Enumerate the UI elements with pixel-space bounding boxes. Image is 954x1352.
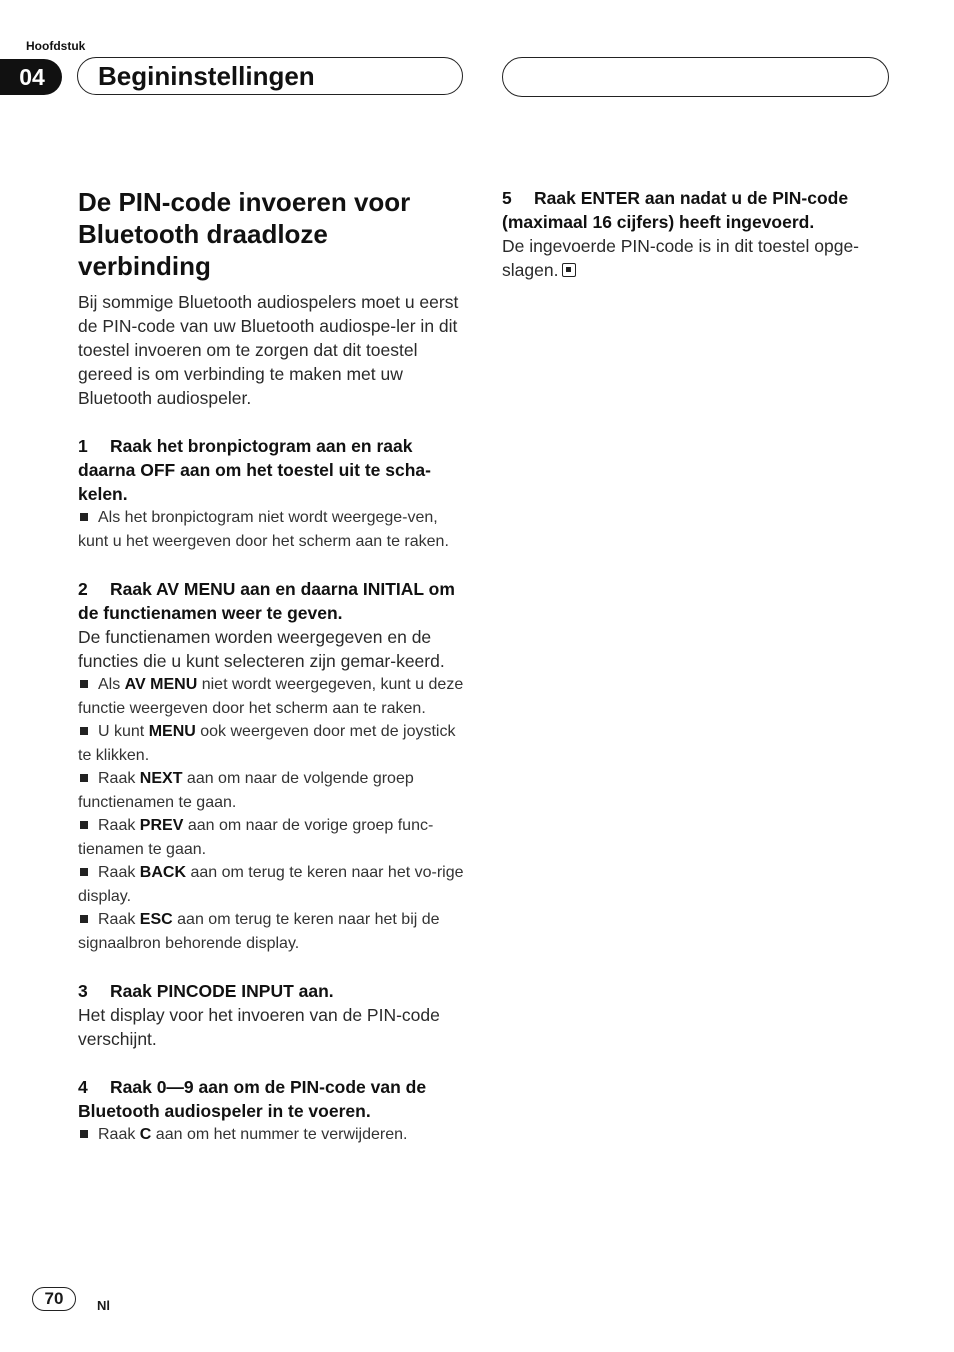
step-2-title: 2 Raak AV MENU aan en daarna INITIAL om de functienamen weer te geven. [78, 579, 455, 623]
step-1-note: Als het bronpictogram niet wordt weergege-ven, kunt u het weergeven door het scherm aan te raken. [78, 509, 449, 550]
step-1-title: 1 Raak het bronpictogram aan en raak daarna OFF aan om het toestel uit te scha-kelen. [78, 436, 431, 504]
language-code: Nl [97, 1298, 110, 1313]
page-number: 70 [32, 1287, 76, 1311]
bullet-icon [80, 821, 88, 829]
header-right-frame [502, 57, 889, 97]
bullet-icon [80, 868, 88, 876]
step-4-title: 4 Raak 0—9 aan om de PIN-code van de Bluetooth audiospeler in te voeren. [78, 1077, 427, 1121]
step-3-body: Het display voor het invoeren van de PIN-code verschijnt. [78, 1005, 440, 1049]
bullet-icon [80, 680, 88, 688]
section-title: De PIN-code invoeren voor Bluetooth draadloze verbinding [78, 187, 411, 281]
step-2-note: Raak ESC aan om terug te keren naar het bij de signaalbron behorende display. [78, 911, 440, 952]
bullet-icon [80, 915, 88, 923]
step-2-note: Raak BACK aan om terug te keren naar het vo-rige display. [78, 864, 464, 905]
chapter-label: Hoofdstuk [26, 39, 86, 53]
step-5-body: De ingevoerde PIN-code is in dit toestel opge-slagen. [502, 236, 860, 280]
step-2-note: Raak NEXT aan om naar de volgende groep functienamen te gaan. [78, 770, 414, 811]
step-2-body: De functienamen worden weergegeven en de functies die u kunt selecteren zijn gemar-keerd. [78, 627, 445, 671]
step-4-note: Raak C aan om het nummer te verwijderen. [78, 1123, 466, 1147]
bullet-icon [80, 1130, 88, 1138]
bullet-icon [80, 513, 88, 521]
end-of-section-icon [562, 263, 576, 277]
step-2-note: U kunt MENU ook weergeven door met de joystick te klikken. [78, 723, 456, 764]
step-5-title: 5 Raak ENTER aan nadat u de PIN-code (maximaal 16 cijfers) heeft ingevoerd. [502, 188, 849, 232]
chapter-title: Begininstellingen [98, 61, 315, 91]
left-column [78, 186, 466, 1147]
bullet-icon [80, 774, 88, 782]
right-column [502, 186, 882, 282]
bullet-icon [80, 727, 88, 735]
step-2-note: Raak PREV aan om naar de vorige groep func-tienamen te gaan. [78, 817, 434, 858]
step-2-note: Als AV MENU niet wordt weergegeven, kunt u deze functie weergeven door het scherm aan te raken. [78, 676, 464, 717]
section-intro: Bij sommige Bluetooth audiospelers moet u eerst de PIN-code van uw Bluetooth audiospe-ler in dit toestel invoeren om te zorgen dat dit toestel gereed is om verbinding te maken met uw Bluetooth audiospeler. [78, 292, 459, 408]
step-3-title: 3 Raak PINCODE INPUT aan. [78, 981, 334, 1001]
chapter-number-badge: 04 [0, 59, 62, 95]
